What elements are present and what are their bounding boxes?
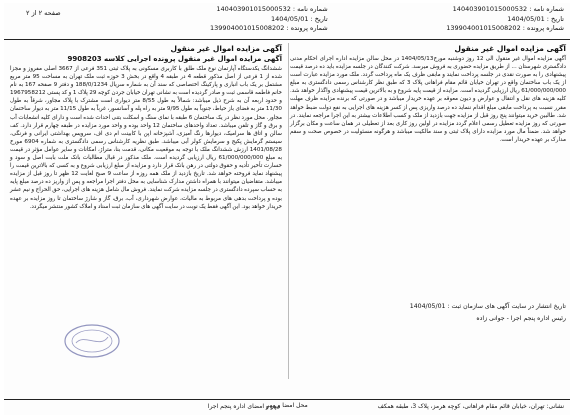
footer-left-note: مهر و امضای اداره پنجم اجرا [207, 403, 280, 410]
left-column-subtitle: آگهی مزایده اموال غیر منقول پرونده اجرایی کلاسه 9908203 [67, 55, 282, 63]
column-divider [288, 43, 289, 379]
right-column-title: آگهی مزایده اموال غیر منقول [454, 44, 566, 53]
left-meta-line: تاریخ : 1404/05/01 [271, 14, 328, 23]
right-meta-line: تاریخ : 1404/05/01 [507, 14, 564, 23]
left-meta-block [210, 5, 328, 34]
footer-address: نشانی: تهران، خیابان قائم مقام فراهانی، کوچه هرمز، پلاک 3، طبقه همکف [377, 403, 564, 410]
document-header [4, 3, 570, 39]
right-meta-line: شماره نامه : 140403901015000532 [452, 5, 564, 13]
left-meta-line: شماره نامه : 140403901015000532 [216, 5, 328, 13]
document-page [4, 3, 570, 415]
left-column-title: آگهی مزایده اموال غیر منقول [170, 44, 282, 53]
publication-date: تاریخ انتشار در سایت آگهی های سازمان ثبت : 1404/05/01 [409, 303, 566, 310]
left-column-body: ششدانگ یکدستگاه آپارتمان نوع ملک طلق با کاربری مسکونی به پلاک ثبتی 351 فرعی از 3667 اصلی مفروز و مجزا شده از 1 فرعی از اصل مذکور قطعه 4 در طبقه 4 واقع در بخش 3 حوزه ثبت ملک تهران به مساحت 95 متر مربع مشتمل بر یک باب انباری و پارکینگ اختصاصی که سند آن به شماره سریال 188/0/1234 و دفتر 9 صفحه 167 به نام خانم فاطمه قاسمی ثبت و صادر گردیده است به نشانی تهران خیابان جردن کوچه 29 پلاک 1 و کد پستی 1967958212 و حدود اربعه آن به شرح ذیل میباشد: شمالاً به طول 8/55 متر دیواری است مشترک با پلاک مجاور، شرقاً به طول 11/30 متر به فضای باز حیاط، جنوباً به طول 9/95 متر به راه پله و آسانسور، غرباً به طول 11/15 متر به دیوار ساختمان مجاور. محل مورد نظر در یک ساختمان 6 طبقه با نمای سنگ و اسکلت بتنی احداث شده است و دارای کلیه انشعابات آب و برق و گاز و تلفن میباشد. تعداد واحدهای ساختمان 12 واحد بوده و واحد مورد مزایده در طبقه چهارم قرار دارد. کف سالن و اتاق ها سرامیک، دیوارها رنگ آمیزی، آشپزخانه اپن با کابینت ام دی اف، سرویس بهداشتی ایرانی و فرنگی، سیستم گرمایش پکیج و سرمایش کولر آبی میباشد. طبق نظریه کارشناس رسمی دادگستری به شماره 6904 مورخ 1401/08/28 ارزش ششدانگ ملک با توجه به موقعیت مکانی، قدمت بنا، متراژ، امکانات و سایر عوامل مؤثر در قیمت به مبلغ 61/000/000/000 ریال ارزیابی گردیده است. ملک مذکور در قبال مطالبات بانک ملت بابت اصل و سود و خسارت تأخیر تأدیه و حقوق دولتی در رهن بانک قرار دارد و مزایده از مبلغ ارزیابی شروع و به کسی که بالاترین قیمت را پیشنهاد نماید فروخته خواهد شد. تاریخ بازدید از ملک همه روزه از ساعت 9 صبح لغایت 12 ظهر تا روز قبل از مزایده میباشد. متقاضیان میتوانند با همراه داشتن مدارک شناسایی به محل دفتر اجرا مراجعه و پس از واریز ده درصد مبلغ پایه به حساب سپرده دادگستری در جلسه مزایده شرکت نمایند. فروش مال شامل هزینه های اجرایی، حق الحراج و نیم عشر بوده و پرداخت بدهی های مربوط به مالیات، عوارض شهرداری، آب، برق، گاز و شارژ ساختمان تا روز مزایده بر عهده خریدار خواهد بود. این آگهی فقط یک نوبت در سایت آگهی های سازمان ثبت اسناد و املاک کشور منتشر میگردد. [10, 66, 283, 210]
page-number: صفحه ۲ از ۲ [26, 9, 61, 17]
left-meta-line: شماره پرونده : 139904001015008202 [210, 24, 328, 32]
right-column [290, 44, 566, 384]
signatory: رئیس اداره پنجم اجرا - جوانی زاده [476, 315, 566, 322]
footer-divider [4, 399, 570, 400]
header-divider [4, 39, 570, 40]
seal-stamp-icon [62, 321, 122, 361]
right-column-body: آگهی مزایده اموال غیر منقول الی 12 روز دوشنبه مورخ1404/05/13 در محل سالن مزایده اداره اجرای احکام مدنی دادگستری شهرستان ... از طریق مزایده حضوری به فروش میرسد. شرکت کنندگان در جلسه مزایده باید ده درصد قیمت پیشنهادی را به صورت نقدی در جلسه پرداخت نمایند و مابقی ظرف یک ماه پرداخت گردد. ملک مورد مزایده عبارت است از یک باب ساختمان واقع در تهران خیابان قائم مقام فراهانی پلاک 3 که طبق نظر کارشناس رسمی دادگستری به مبلغ 61/000/000/000 ریال ارزیابی گردیده است. مزایده از قیمت پایه شروع و به بالاترین قیمت پیشنهادی واگذار خواهد شد. کلیه هزینه های نقل و انتقال و عوارض و دیون معوقه بر عهده خریدار میباشد و در صورتی که برنده مزایده ظرف مهلت مقرر نسبت به پرداخت مابقی مبلغ اقدام ننماید ده درصد واریزی پس از کسر هزینه های اجرایی به نفع دولت ضبط خواهد شد. طالبین خرید میتوانند پنج روز قبل از مزایده جهت بازدید از ملک و کسب اطلاعات بیشتر به این اجرا مراجعه نمایند. در صورتی که روز مزایده تعطیل رسمی اعلام گردد مزایده در اولین روز کاری بعد از تعطیلی در همان ساعت و مکان برگزار خواهد شد. ضمناً مال مورد مزایده دارای پلاک ثبتی و سند مالکیت میباشد و هرگونه مسئولیت در خصوص صحت و سقم مدارک بر عهده خریدار است. [290, 56, 567, 143]
right-meta-block [446, 5, 564, 34]
left-column [10, 44, 282, 396]
right-meta-line: شماره پرونده : 139904001015008202 [446, 24, 564, 32]
footer-center-note: محل امضا و مهر [266, 402, 308, 409]
